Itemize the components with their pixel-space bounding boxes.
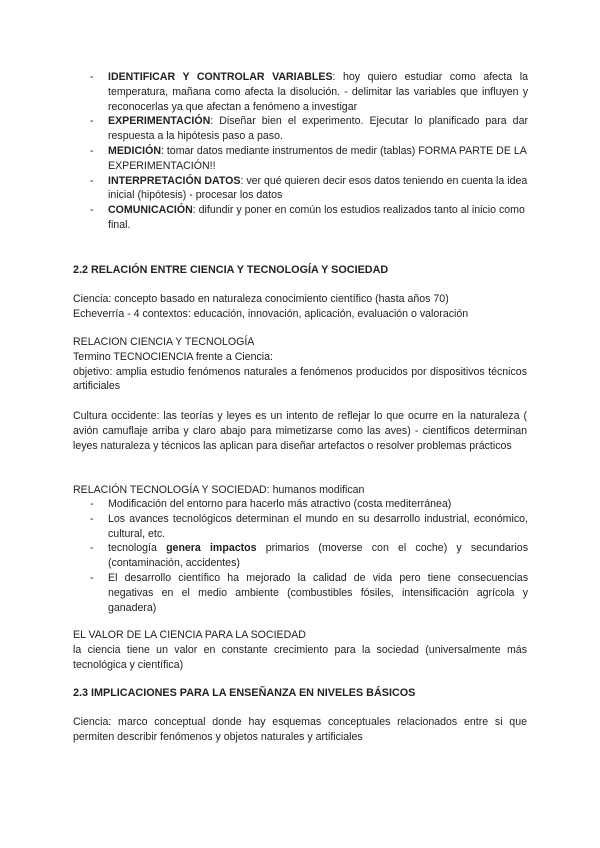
list-item-term: IDENTIFICAR Y CONTROLAR VARIABLES	[108, 71, 333, 83]
list-item-term: INTERPRETACIÓN DATOS	[108, 174, 241, 187]
list-item-text: : hoy quiero estudiar como afecta la temperatura, mañana como afecta la disolución. - delimitar las variables que influyen y reconocerlas ya que afectan a fenómeno a investigar	[108, 71, 528, 113]
list-item-text: Modificación del entorno para hacerlo más atractivo (costa mediterránea)	[108, 498, 452, 510]
list-item-text: tecnología	[108, 542, 167, 555]
list-item	[90, 497, 528, 512]
tecnologia-sociedad-list	[90, 497, 528, 615]
tecnociencia-line: Termino TECNOCIENCIA frente a Ciencia:	[73, 350, 273, 363]
marco-conceptual-paragraph: Ciencia: marco conceptual donde hay esquemas conceptuales relacionados entre si que permiten describir fenómenos y objetos naturales y artificiales	[73, 716, 527, 743]
list-item	[90, 203, 528, 233]
subheading-relacion-ciencia-tecnologia: RELACION CIENCIA Y TECNOLOGÍA	[73, 336, 255, 348]
objetivo-paragraph: objetivo: amplia estudio fenómenos naturales a fenómenos producidos por dispositivos técnicos artificiales	[73, 365, 527, 393]
list-item-bold-text: genera impactos	[166, 542, 257, 555]
ciencia-line: Ciencia: concepto basado en naturaleza conocimiento científico (hasta años 70)	[73, 293, 449, 305]
ciencia-concept-paragraph	[73, 292, 527, 322]
list-item	[90, 174, 528, 204]
list-item-term: COMUNICACIÓN	[108, 204, 193, 217]
list-item	[90, 144, 528, 174]
subheading-relacion-tecnologia-sociedad: RELACIÓN TECNOLOGÍA Y SOCIEDAD: humanos modifican	[73, 484, 365, 496]
valor-ciencia-paragraph: la ciencia tiene un valor en constante crecimiento para la sociedad (universalmente más tecnológica y científica)	[73, 643, 527, 671]
list-item-text: Los avances tecnológicos determinan el mundo en su desarrollo industrial, económico, cultural, etc.	[108, 512, 528, 540]
list-item	[90, 571, 528, 615]
list-item-text: : difundir y poner en común los estudios realizados tanto al inicio como final.	[108, 204, 525, 231]
list-item-text: : tomar datos mediante instrumentos de medir (tablas) FORMA PARTE DE LA EXPERIMENTACIÓN!!	[108, 144, 527, 172]
list-item-term: MEDICIÓN	[108, 144, 161, 157]
valor-ciencia-block	[73, 628, 527, 672]
list-item-text: : ver qué quieren decir esos datos teniendo en cuenta la idea inicial (hipótesis) - procesar los datos	[108, 174, 528, 202]
cultura-occidente-paragraph: Cultura occidente: las teorías y leyes es un intento de reflejar lo que ocurre en la naturaleza ( avión camuflaje arriba y claro abajo para mimetizarse como las aves) - científicos determinan leyes naturaleza y técnicos las aplican para diseñar artefactos o resolver problemas prácticos	[73, 410, 527, 452]
list-item	[90, 512, 528, 542]
relacion-ciencia-tecnologia-block	[73, 335, 527, 394]
list-item-text: : Diseñar bien el experimento. Ejecutar lo planificado para dar respuesta a la hipótesis paso a paso.	[108, 115, 528, 143]
section-heading-2-3: 2.3 IMPLICACIONES PARA LA ENSEÑANZA EN NIVELES BÁSICOS	[73, 687, 416, 699]
list-item-text: El desarrollo científico ha mejorado la calidad de vida pero tiene consecuencias negativas en el medio ambiente (combustibles fósiles, intensificación agrícola y ganadera)	[108, 571, 528, 614]
list-item-text: primarios (moverse con el coche) y secundarios (contaminación, accidentes)	[108, 542, 528, 570]
list-item	[90, 70, 528, 114]
section-heading-2-2: 2.2 RELACIÓN ENTRE CIENCIA Y TECNOLOGÍA Y SOCIEDAD	[73, 264, 389, 276]
list-item-term: EXPERIMENTACIÓN	[108, 115, 211, 128]
list-item	[90, 541, 528, 571]
subheading-valor-ciencia: EL VALOR DE LA CIENCIA PARA LA SOCIEDAD	[73, 629, 306, 641]
echeverria-line: Echeverría - 4 contextos: educación, innovación, aplicación, evaluación o valoración	[73, 307, 469, 320]
scientific-method-list	[90, 70, 528, 233]
list-item	[90, 114, 528, 144]
